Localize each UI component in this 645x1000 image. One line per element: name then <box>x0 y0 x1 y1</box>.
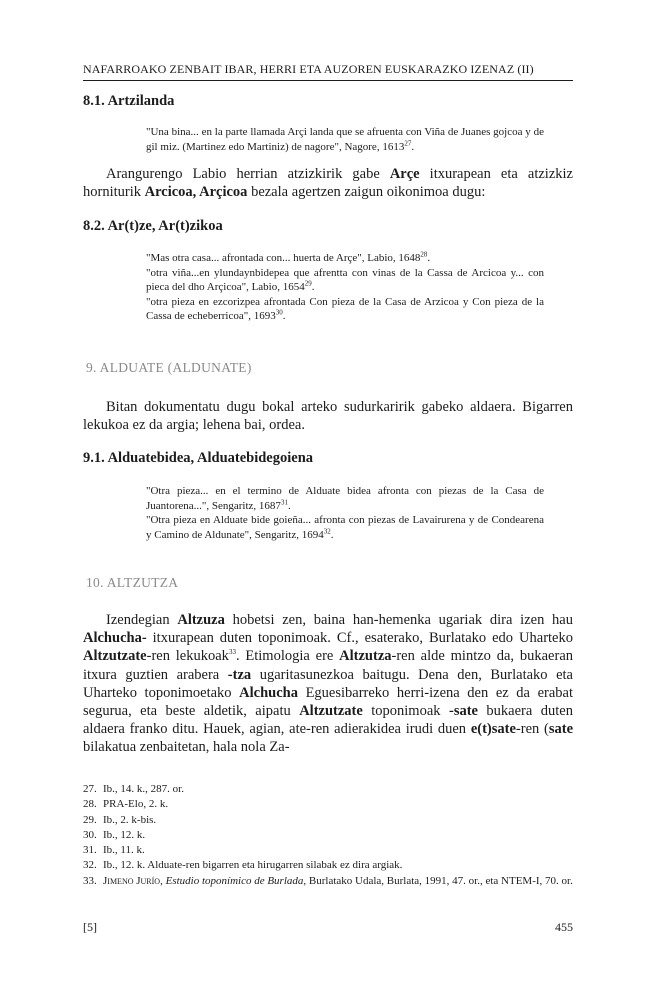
quote-block-8-1 <box>146 125 544 154</box>
quote-labio-1654: "otra viña...en ylundaynbidepea que afrentta con vinas de la Cassa de Arcicoa y... con pieca del dho Arçicoa", Labio, 1654$^{29}$. <box>146 266 544 293</box>
paragraph-arangurengo-labio: Arangurengo Labio herrian atzizkirik gabe Arçe itxurapean eta atzizkiz horniturik Arcicoa, Arçicoa bezala agertzen zaigun oikonimoa dugu: <box>83 166 573 201</box>
paragraph-izendegian: Izendegian Altzuza hobetsi zen, baina han-hemenka ugariak dira izen hau Alchucha- itxurapean duten toponimoak. Cf., esaterako, Burlatako edo Uharteko Altzutzate-ren lekukoak$^{33}$. Etimologia ere Altzutza-ren alde mintzo da, bukaeran itxura guztien arabera -tza ugaritasunezkoa baitugu. Dena den, Burlatako eta Uharteko toponimoetako Alchucha Eguesibarreko herri-izena den ez da erabat segurua, eta beste aldetik, aipatu Altzutzate toponimoak -sate bukaera duten aldaera franko ditu. Hauek, agian, ate-ren adierakidea irudi duen e(t)sate-ren (sate bilakatua zenbaitetan, hala nola Za- <box>83 612 574 756</box>
section-heading-10: 10. ALTZUTZA <box>86 575 179 590</box>
running-head: NAFARROAKO ZENBAIT IBAR, HERRI ETA AUZOREN EUSKARAZKO IZENAZ (II) <box>83 62 573 81</box>
folio-left: [5] <box>83 920 97 934</box>
footnote-ref-31[interactable]: 31 <box>280 497 288 506</box>
quote-sengaritz-1687: "Otra pieza... en el termino de Alduate bidea afronta con piezas de la Casa de Juantorena...", Sengaritz, 1687$^{31}$. <box>146 485 544 512</box>
footnote-29: 29. Ib., 2. k-bis. <box>83 813 157 826</box>
page-number: 455 <box>555 920 573 934</box>
quote-sengaritz-1694: "Otra pieza en Alduate bide goieña... afronta con piezas de Lavairurena y de Condearena y Camino de Aldunate", Sengaritz, 1694$^{32}$. <box>146 514 544 541</box>
footnote-ref-29[interactable]: 29 <box>304 279 312 288</box>
subsection-heading-8-1: 8.1. Artzilanda <box>83 93 175 109</box>
quote-nagore-1613: "Una bina... en la parte llamada Arçi landa que se afruenta con Viña de Juanes gojcoa y de gil miz. (Martinez edo Martiniz) de nagore", Nagore, 1613$^{27}$. <box>146 126 544 153</box>
footnote-ref-33[interactable]: 33 <box>228 648 236 657</box>
footnote-28: 28. PRA-Elo, 2. k. <box>83 798 169 811</box>
subsection-heading-9-1: 9.1. Alduatebidea, Alduatebidegoiena <box>83 450 314 466</box>
footnotes <box>83 782 573 889</box>
footnote-ref-30[interactable]: 30 <box>275 308 283 317</box>
footnote-33: 33. Jimeno Jurío, Estudio toponímico de Burlada, Burlatako Udala, Burlata, 1991, 47. or., eta NTEM-I, 70. or. <box>83 874 573 887</box>
footnote-ref-27[interactable]: 27 <box>404 138 412 147</box>
section-heading-9: 9. ALDUATE (ALDUNATE) <box>86 360 252 375</box>
footnote-ref-28[interactable]: 28 <box>420 250 428 259</box>
footnote-30: 30. Ib., 12. k. <box>83 828 146 841</box>
quote-1693: "otra pieza en ezcorizpea afrontada Con pieza de la Casa de Arzicoa y Con pieza de la Cassa de echeberricoa", 1693$^{30}$. <box>146 295 544 322</box>
footnote-27: 27. Ib., 14. k., 287. or. <box>83 783 184 795</box>
subsection-heading-8-2: 8.2. Ar(t)ze, Ar(t)zikoa <box>83 218 223 234</box>
footnote-32: 32. Ib., 12. k. Alduate-ren bigarren eta hirugarren silabak ez dira argiak. <box>83 859 403 872</box>
paragraph-bitan-dokumentatu: Bitan dokumentatu dugu bokal arteko sudurkaririk gabeko aldaera. Bigarren lekukoa ez da argia; lehena bai, ordea. <box>83 399 573 434</box>
quote-block-9-1 <box>146 484 544 542</box>
document-page <box>83 0 573 1000</box>
quote-block-8-2 <box>146 251 544 324</box>
quote-labio-1648: "Mas otra casa... afrontada con... huerta de Arçe", Labio, 1648$^{28}$. <box>146 250 431 264</box>
footnote-31: 31. Ib., 11. k. <box>83 844 145 857</box>
footnote-ref-32[interactable]: 32 <box>323 526 331 535</box>
